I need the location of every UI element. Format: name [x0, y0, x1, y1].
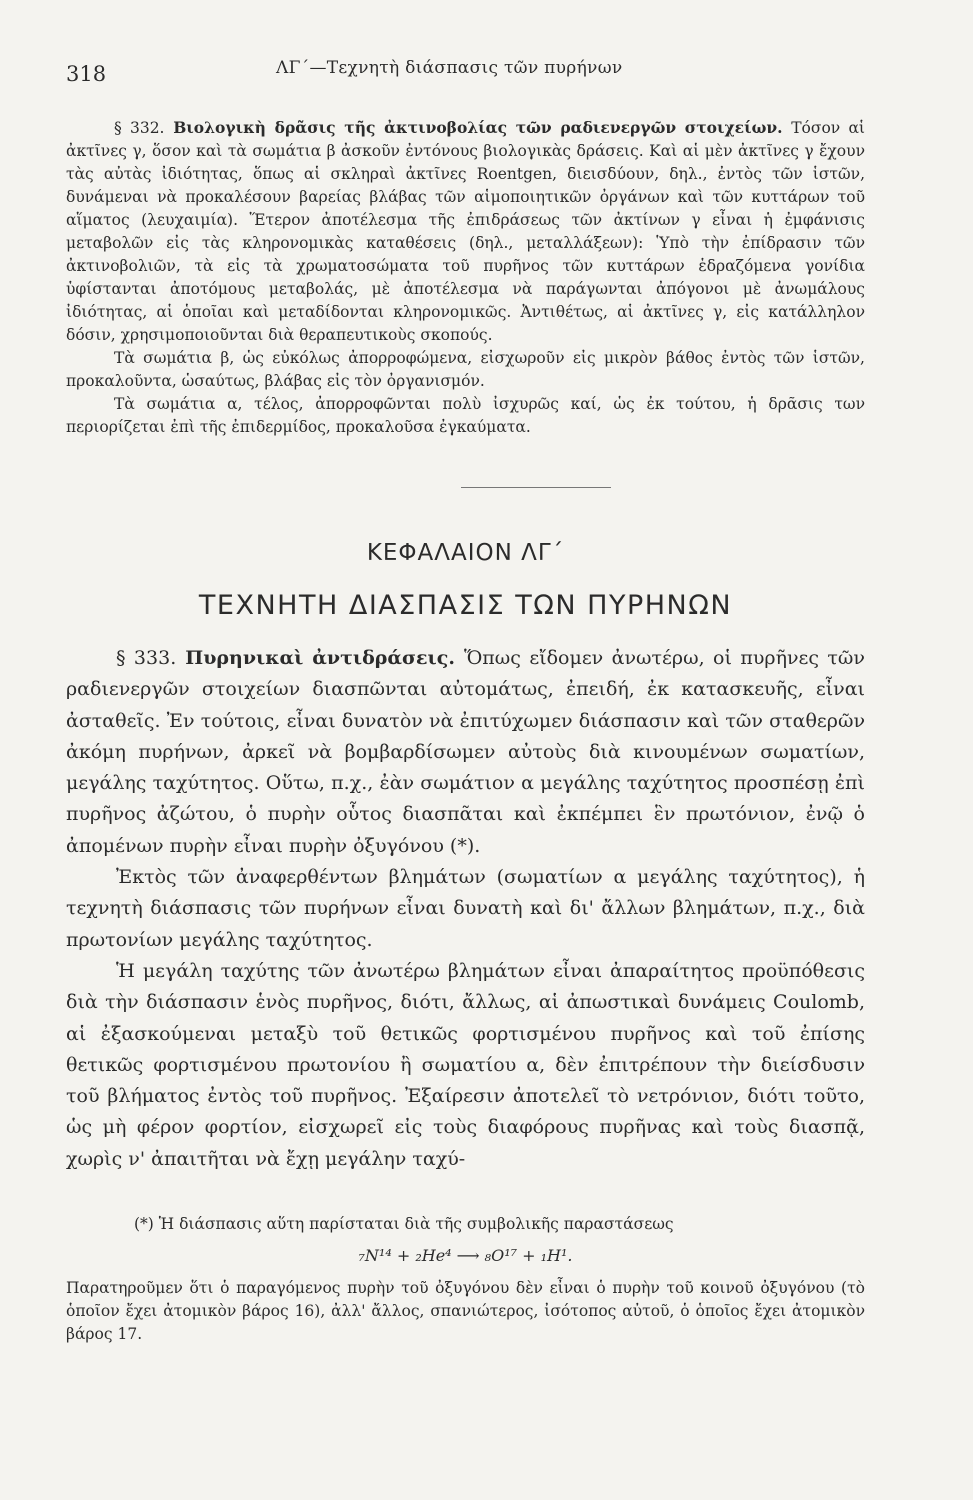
section-332-paragraph-2: Τὰ σωμάτια β, ὡς εὐκόλως ἀπορροφώμενα, εἰσχωροῦν εἰς μικρὸν βάθος ἐντὸς τῶν ἱστῶν, προκαλοῦντα, ὡσαύτως, βλάβας εἰς τὸν ὀργανισμόν.	[66, 349, 865, 390]
chapter-label: ΚΕΦΑΛΑΙΟΝ ΛΓ΄	[366, 540, 565, 566]
section-332-paragraph-3: Τὰ σωμάτια α, τέλος, ἀπορροφῶνται πολὺ ἰσχυρῶς καί, ὡς ἐκ τούτου, ἡ δρᾶσις των περιορίζεται ἐπὶ τῆς ἐπιδερμίδος, προκαλοῦσα ἐγκαύματα.	[66, 395, 865, 436]
running-head	[66, 48, 865, 88]
page-number: 318	[66, 62, 107, 86]
section-332	[66, 116, 865, 439]
section-332-heading	[114, 118, 791, 137]
section-333-text-1: Ὅπως εἴδομεν ἀνωτέρω, οἱ πυρῆνες τῶν ραδιενεργῶν στοιχείων διασπῶνται αὐτομάτως, ἐπειδή, ἐκ κατασκευῆς, εἶναι ἀσταθεῖς. Ἐν τούτοις, εἶναι δυνατὸν νὰ ἐπιτύχωμεν διάσπασιν καὶ τῶν σταθερῶν ἀκόμη πυρήνων, ἀρκεῖ νὰ βομβαρδίσωμεν αὐτοὺς διὰ κινουμένων σωματίων, μεγάλης ταχύτητος. Οὕτω, π.χ., ἐὰν σωμάτιον α μεγάλης ταχύτητος προσπέσῃ ἐπὶ πυρῆνος ἀζώτου, ὁ πυρὴν οὗτος διασπᾶται καὶ ἐκπέμπει ἓν πρωτόνιον, ἐνῷ ὁ ἀπομένων πυρὴν εἶναι πυρὴν ὀξυγόνου (*).	[66, 647, 865, 857]
section-333	[66, 643, 865, 1175]
chapter-title: ΤΕΧΝΗΤΗ ΔΙΑΣΠΑΣΙΣ ΤΩΝ ΠΥΡΗΝΩΝ	[198, 590, 733, 621]
section-333-title: Πυρηνικαὶ ἀντιδράσεις.	[185, 647, 455, 669]
section-333-paragraph-2: Ἐκτὸς τῶν ἀναφερθέντων βλημάτων (σωματίων α μεγάλης ταχύτητος), ἡ τεχνητὴ διάσπασις τῶν πυρήνων εἶναι δυνατὴ καὶ δι' ἄλλων βλημάτων, π.χ., διὰ πρωτονίων μεγάλης ταχύτητος.	[66, 866, 865, 951]
section-333-paragraph-1	[66, 643, 865, 862]
footnote	[66, 1213, 865, 1346]
section-333-heading	[116, 647, 464, 669]
section-333-paragraph-3: Ἡ μεγάλη ταχύτης τῶν ἀνωτέρω βλημάτων εἶναι ἀπαραίτητος προϋπόθεσις διὰ τὴν διάσπασιν ἑνὸς πυρῆνος, διότι, ἄλλως, αἱ ἀπωστικαὶ δυνάμεις Coulomb, αἱ ἐξασκούμεναι μεταξὺ τοῦ θετικῶς φορτισμένου πυρῆνος καὶ τοῦ ἐπίσης θετικῶς φορτισμένου πρωτονίου ἢ σωματίου α, δὲν ἐπιτρέπουν τὴν διείσδυσιν τοῦ βλήματος ἐντὸς τοῦ πυρῆνος. Ἐξαίρεσιν ἀποτελεῖ τὸ νετρόνιον, διότι τοῦτο, ὡς μὴ φέρον φορτίον, εἰσχωρεῖ εἰς τοὺς διαφόρους πυρῆνας καὶ τοὺς διασπᾷ, χωρὶς ν' ἀπαιτῆται νὰ ἔχῃ μεγάλην ταχύ-	[66, 959, 865, 1170]
section-332-title: Βιολογικὴ δρᾶσις τῆς ἀκτινοβολίας τῶν ραδιενεργῶν στοιχείων.	[173, 118, 783, 137]
running-title: ΛΓ΄—Τεχνητὴ διάσπασις τῶν πυρήνων	[276, 58, 623, 78]
section-333-number: § 333.	[116, 647, 177, 669]
footnote-intro: (*) Ἡ διάσπασις αὕτη παρίσταται διὰ τῆς συμβολικῆς παραστάσεως	[134, 1215, 674, 1234]
chapter-divider	[461, 487, 611, 488]
nuclear-reaction-formula: ₇N¹⁴ + ₂He⁴ ⟶ ₈O¹⁷ + ₁H¹.	[358, 1246, 573, 1266]
section-332-number: § 332.	[114, 119, 165, 137]
section-332-text-1: Τόσον αἱ ἀκτῖνες γ, ὅσον καὶ τὰ σωμάτια β ἀσκοῦν ἐντόνους βιολογικὰς δράσεις. Καὶ αἱ μὲν ἀκτῖνες γ ἔχουν τὰς αὐτὰς ἰδιότητας, ὅπως αἱ σκληραὶ ἀκτῖνες Roentgen, διεισδύουν, δηλ., ἐντὸς τῶν ἱστῶν, δυνάμεναι νὰ προκαλέσουν βαρείας βλάβας τῶν αἱμοποιητικῶν ὀργάνων καὶ τῶν κυττάρων τοῦ αἵματος (λευχαιμία). Ἕτερον ἀποτέλεσμα τῆς ἐπιδράσεως τῶν ἀκτίνων γ εἶναι ἡ ἐμφάνισις μεταβολῶν εἰς τὰς κληρονομικὰς καταθέσεις (δηλ., μεταλλάξεων): Ὑπὸ τὴν ἐπίδρασιν τῶν ἀκτινοβολιῶν, τὰ εἰς τὰ χρωματοσώματα τοῦ πυρῆνος τῶν κυττάρων ἑδραζόμενα γονίδια ὑφίστανται ἀποτόμους μεταβολάς, μὲ ἀποτέλεσμα νὰ παράγωνται ἀπόγονοι μὲ ἀνωμάλους ἰδιότητας, αἱ ὁποῖαι καὶ μεταδίδονται κληρονομικῶς. Ἀντιθέτως, αἱ ἀκτῖνες γ, εἰς κατάλληλον δόσιν, χρησιμοποιοῦνται διὰ θεραπευτικοὺς σκοπούς.	[66, 119, 865, 344]
section-332-paragraph-1	[66, 116, 865, 347]
footnote-note: Παρατηροῦμεν ὅτι ὁ παραγόμενος πυρὴν τοῦ ὀξυγόνου δὲν εἶναι ὁ πυρὴν τοῦ κοινοῦ ὀξυγόνου (τὸ ὁποῖον ἔχει ἀτομικὸν βάρος 16), ἀλλ' ἄλλος, σπανιώτερος, ἰσότοπος αὐτοῦ, ὁ ὁποῖος ἔχει ἀτομικὸν βάρος 17.	[66, 1279, 865, 1344]
